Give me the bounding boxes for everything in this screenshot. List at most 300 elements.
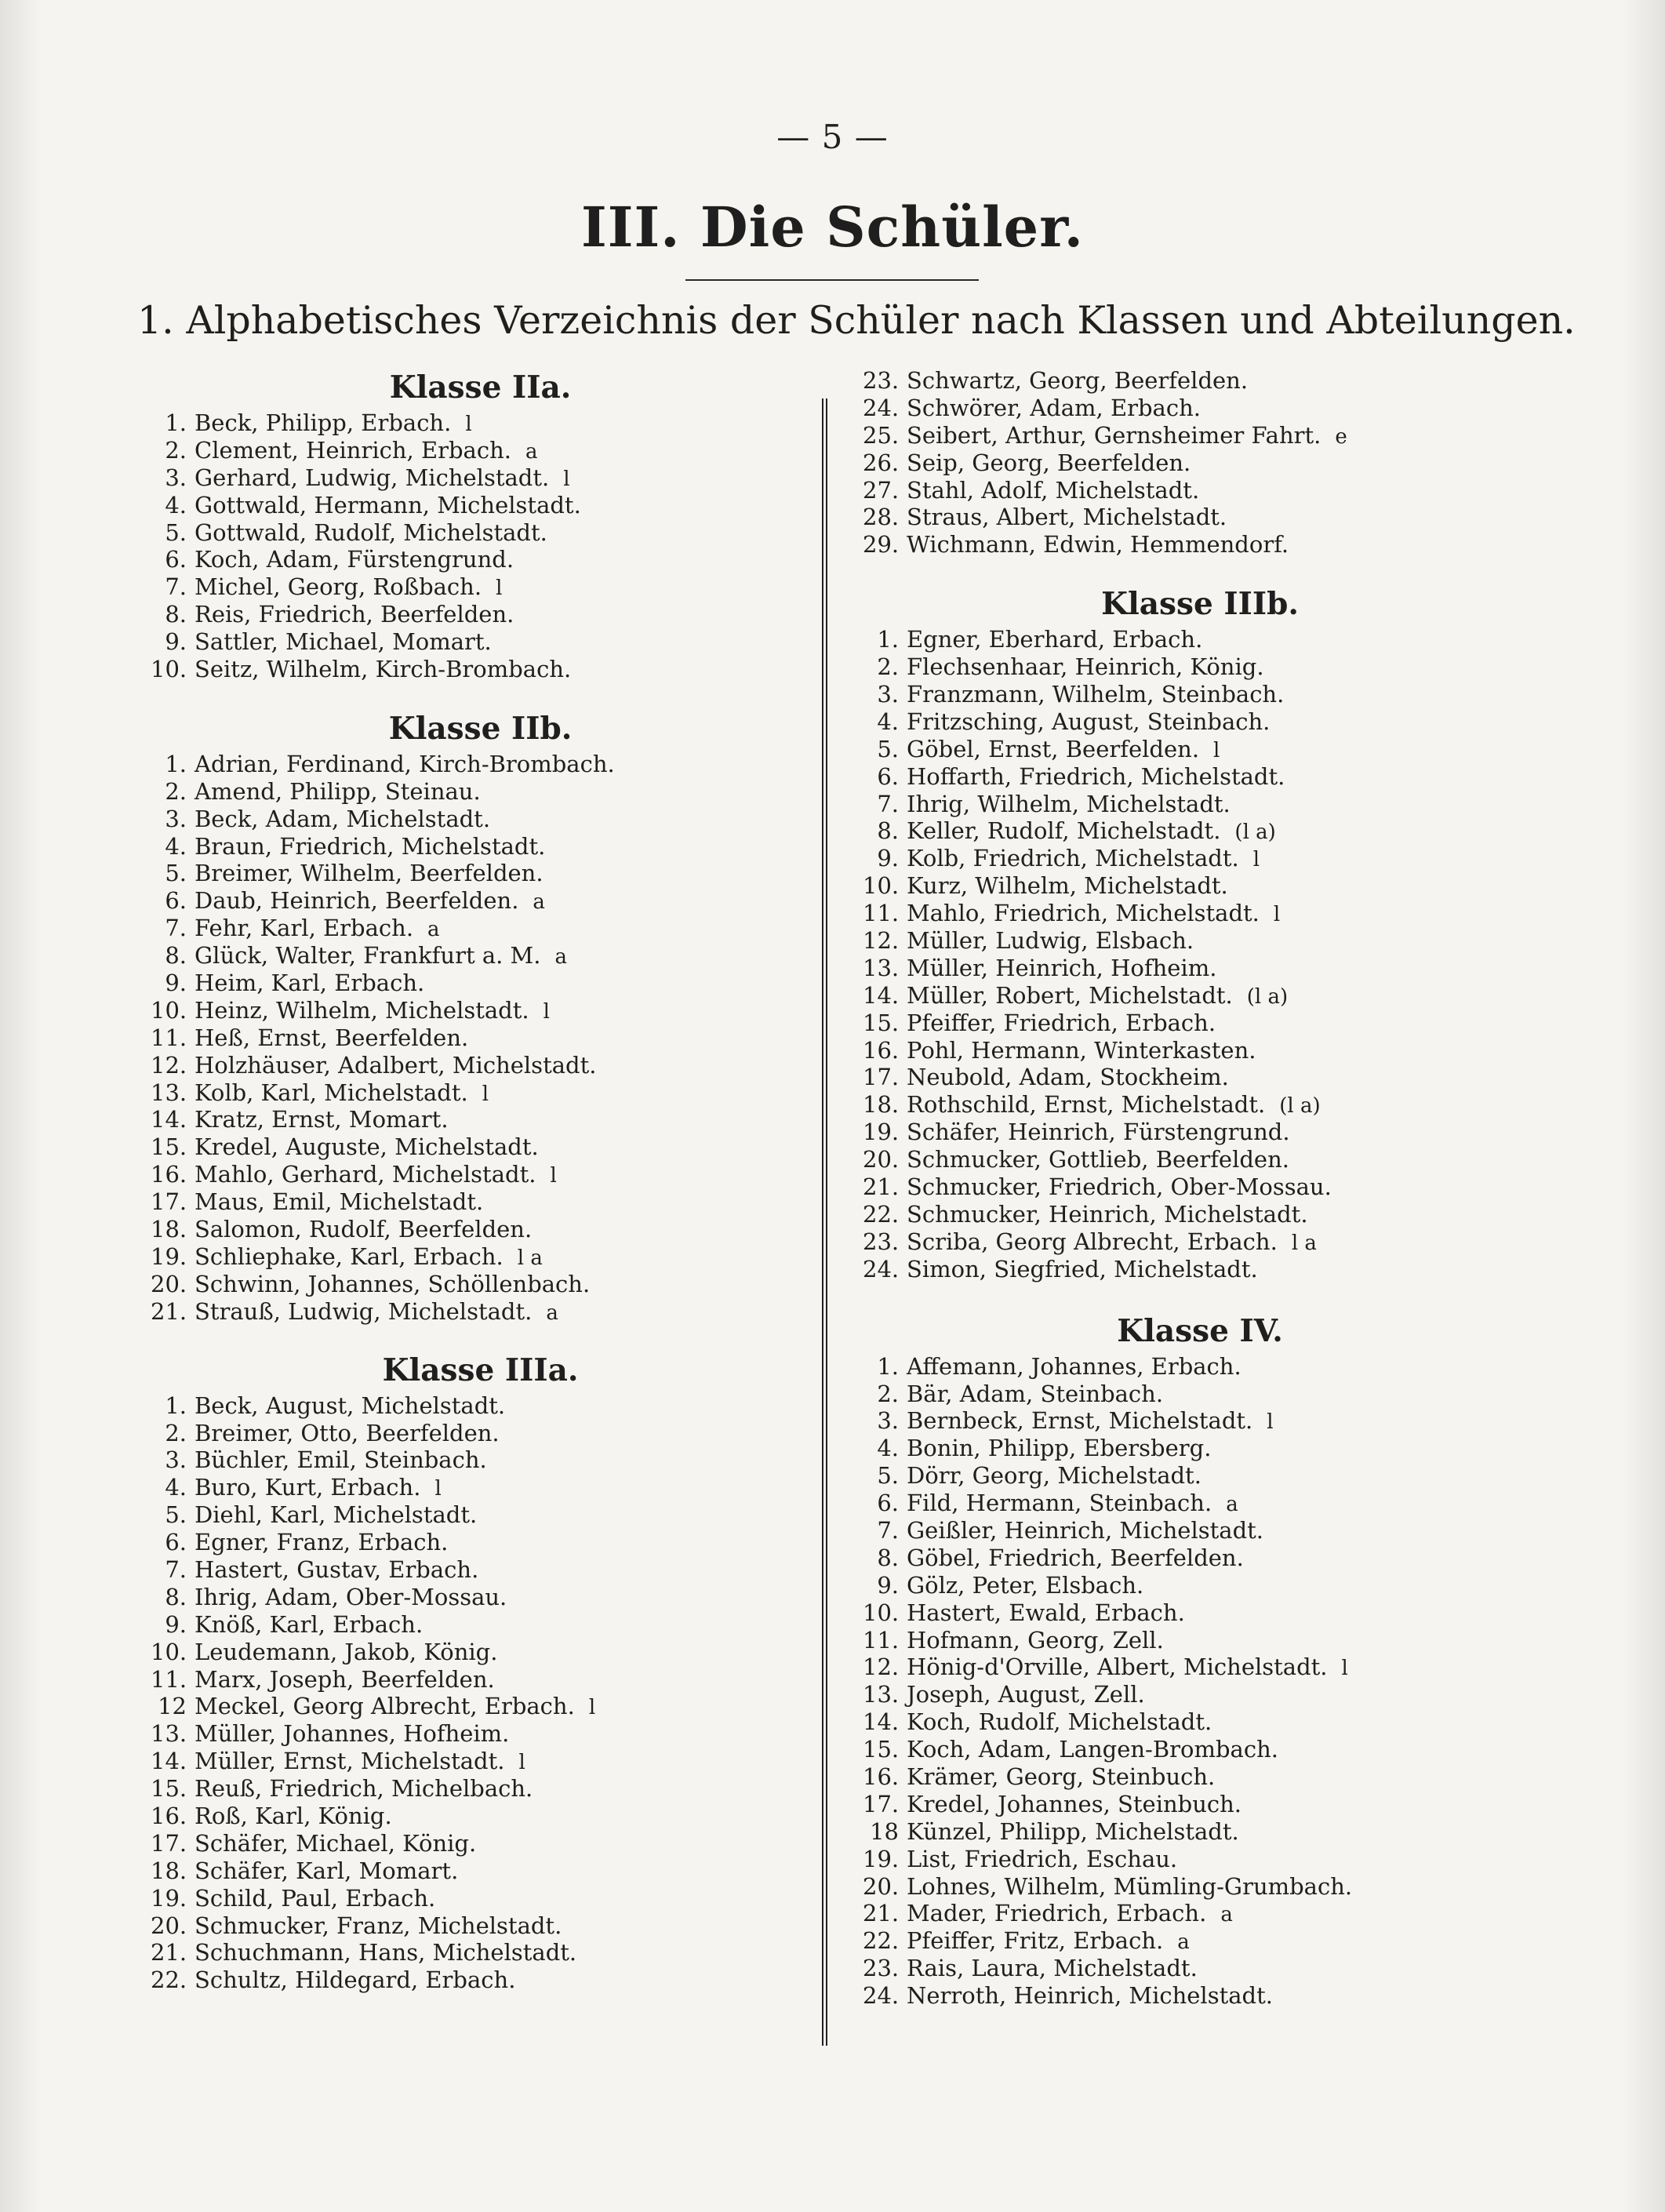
student-number: 8. bbox=[165, 942, 187, 970]
student-number: 5. bbox=[877, 735, 899, 762]
student-number: 11. bbox=[863, 900, 900, 927]
student-list bbox=[141, 751, 820, 1326]
student-row bbox=[863, 1627, 1537, 1654]
student-row bbox=[141, 1775, 820, 1803]
student-entry: Affemann, Johannes, Erbach. bbox=[907, 1352, 1241, 1380]
student-row bbox=[141, 573, 820, 601]
student-entry: Franzmann, Wilhelm, Steinbach. bbox=[907, 681, 1285, 708]
student-row bbox=[863, 449, 1537, 477]
student-number: 16. bbox=[151, 1161, 187, 1188]
student-entry: Schäfer, Michael, König. bbox=[194, 1829, 477, 1857]
student-entry: Rothschild, Ernst, Michelstadt. bbox=[907, 1091, 1266, 1119]
student-entry: Ihrig, Wilhelm, Michelstadt. bbox=[907, 790, 1231, 817]
student-row bbox=[863, 1146, 1537, 1173]
student-row bbox=[863, 1681, 1537, 1708]
student-mark: l bbox=[482, 1082, 489, 1106]
student-number: 21. bbox=[151, 1939, 187, 1966]
student-row bbox=[141, 519, 820, 547]
student-entry: Müller, Ernst, Michelstadt. bbox=[194, 1748, 505, 1775]
student-mark: l bbox=[465, 413, 472, 436]
student-row bbox=[863, 1900, 1537, 1927]
student-number: 3. bbox=[165, 464, 187, 491]
student-entry: Büchler, Emil, Steinbach. bbox=[194, 1446, 487, 1474]
student-entry: Hofmann, Georg, Zell. bbox=[907, 1626, 1164, 1654]
student-number: 1. bbox=[165, 1392, 187, 1419]
student-row bbox=[863, 1763, 1537, 1791]
student-row bbox=[863, 1037, 1537, 1064]
student-number: 8. bbox=[877, 1544, 899, 1571]
student-number: 3. bbox=[877, 1407, 899, 1435]
student-entry: Pfeiffer, Friedrich, Erbach. bbox=[907, 1009, 1216, 1036]
student-number: 13. bbox=[863, 1681, 900, 1708]
student-row bbox=[863, 1381, 1537, 1408]
student-row bbox=[141, 1216, 820, 1243]
student-row bbox=[863, 1982, 1537, 2010]
student-number: 6. bbox=[877, 762, 899, 790]
student-number: 3. bbox=[877, 681, 899, 708]
student-number: 5. bbox=[877, 1462, 899, 1490]
student-entry: Schild, Paul, Erbach. bbox=[194, 1884, 436, 1912]
student-mark: a bbox=[1226, 1493, 1238, 1517]
student-number: 13. bbox=[863, 954, 900, 981]
student-entry: Gerhard, Ludwig, Michelstadt. bbox=[194, 464, 550, 491]
student-entry: Straus, Albert, Michelstadt. bbox=[907, 504, 1227, 531]
class-block-iiia bbox=[141, 1350, 820, 1995]
student-number: 9. bbox=[877, 845, 899, 872]
student-mark: l bbox=[496, 577, 503, 601]
student-row bbox=[141, 1392, 820, 1420]
student-number: 10. bbox=[151, 656, 187, 683]
class-block-iv bbox=[863, 1311, 1537, 2010]
student-row bbox=[863, 900, 1537, 927]
student-entry: Joseph, August, Zell. bbox=[907, 1681, 1145, 1708]
student-number: 6. bbox=[877, 1490, 899, 1517]
student-mark: l bbox=[1252, 848, 1260, 872]
student-number: 10. bbox=[863, 872, 900, 900]
student-row bbox=[141, 1556, 820, 1584]
student-row bbox=[863, 845, 1537, 872]
student-mark: l bbox=[550, 1164, 557, 1188]
student-number: 12. bbox=[863, 927, 900, 955]
student-entry: Mahlo, Friedrich, Michelstadt. bbox=[907, 900, 1260, 927]
student-row bbox=[141, 1611, 820, 1639]
student-entry: Schuchmann, Hans, Michelstadt. bbox=[194, 1939, 577, 1966]
student-list bbox=[863, 367, 1537, 558]
student-number: 4. bbox=[877, 1435, 899, 1462]
student-number: 6. bbox=[165, 546, 187, 573]
student-entry: Maus, Emil, Michelstadt. bbox=[194, 1188, 484, 1216]
student-number: 26. bbox=[863, 449, 900, 476]
student-row bbox=[141, 833, 820, 860]
student-entry: Roß, Karl, König. bbox=[194, 1802, 392, 1829]
student-entry: Dörr, Georg, Michelstadt. bbox=[907, 1462, 1201, 1490]
student-number: 21. bbox=[863, 1900, 900, 1927]
student-entry: Braun, Friedrich, Michelstadt. bbox=[194, 832, 546, 860]
class-gap bbox=[141, 683, 820, 708]
student-entry: Scriba, Georg Albrecht, Erbach. bbox=[907, 1228, 1278, 1255]
student-row bbox=[141, 1420, 820, 1447]
student-row bbox=[863, 681, 1537, 708]
student-number: 1. bbox=[165, 750, 187, 777]
student-mark: a bbox=[554, 945, 567, 970]
student-number: 9. bbox=[165, 628, 187, 656]
student-entry: Beck, Philipp, Erbach. bbox=[194, 409, 452, 436]
student-row bbox=[863, 1201, 1537, 1228]
student-mark: l bbox=[1213, 738, 1220, 762]
student-row bbox=[141, 806, 820, 833]
student-number: 7. bbox=[877, 1516, 899, 1544]
student-row bbox=[141, 1857, 820, 1885]
student-entry: Fild, Hermann, Steinbach. bbox=[907, 1490, 1212, 1517]
student-number: 5. bbox=[165, 518, 187, 546]
student-row bbox=[863, 1228, 1537, 1256]
student-number: 14. bbox=[863, 1708, 900, 1736]
student-row bbox=[863, 1435, 1537, 1462]
student-number: 19. bbox=[151, 1242, 187, 1270]
student-number: 1. bbox=[165, 409, 187, 436]
class-block-iia bbox=[141, 367, 820, 683]
student-entry: Hönig-d'Orville, Albert, Michelstadt. bbox=[907, 1654, 1328, 1681]
student-row bbox=[863, 1119, 1537, 1146]
student-row bbox=[863, 1490, 1537, 1517]
student-list bbox=[141, 1392, 820, 1995]
student-row bbox=[141, 1912, 820, 1940]
student-row bbox=[863, 1736, 1537, 1763]
student-number: 4. bbox=[165, 1474, 187, 1501]
student-entry: Heinz, Wilhelm, Michelstadt. bbox=[194, 996, 529, 1024]
student-row bbox=[863, 477, 1537, 504]
student-mark: l bbox=[1273, 903, 1281, 927]
student-mark: (l a) bbox=[1279, 1094, 1321, 1119]
student-entry: Kredel, Auguste, Michelstadt. bbox=[194, 1133, 539, 1161]
student-row bbox=[141, 1161, 820, 1188]
student-number: 22. bbox=[863, 1927, 900, 1955]
student-number: 3. bbox=[165, 805, 187, 832]
student-entry: Michel, Georg, Roßbach. bbox=[194, 573, 482, 601]
student-entry: Daub, Heinrich, Beerfelden. bbox=[194, 887, 519, 915]
student-number: 23. bbox=[863, 1955, 900, 1982]
student-row bbox=[863, 367, 1537, 395]
student-entry: Kolb, Friedrich, Michelstadt. bbox=[907, 845, 1239, 872]
student-entry: Schmucker, Heinrich, Michelstadt. bbox=[907, 1200, 1308, 1228]
student-entry: Lohnes, Wilhelm, Mümling-Grumbach. bbox=[907, 1872, 1353, 1900]
student-number: 17. bbox=[151, 1188, 187, 1216]
student-row bbox=[141, 601, 820, 628]
student-entry: Koch, Adam, Fürstengrund. bbox=[194, 546, 514, 573]
student-entry: Bär, Adam, Steinbach. bbox=[907, 1380, 1164, 1407]
student-number: 23. bbox=[863, 1228, 900, 1255]
student-row bbox=[141, 1106, 820, 1133]
student-number: 10. bbox=[863, 1599, 900, 1626]
student-entry: Breimer, Otto, Beerfelden. bbox=[194, 1419, 500, 1446]
student-mark: a bbox=[1177, 1930, 1190, 1955]
student-row bbox=[141, 1693, 820, 1720]
student-row bbox=[141, 437, 820, 464]
student-mark: l a bbox=[517, 1246, 543, 1270]
student-number: 16. bbox=[863, 1763, 900, 1790]
student-number: 12. bbox=[863, 1654, 900, 1681]
student-row bbox=[141, 1966, 820, 1994]
student-number: 2. bbox=[165, 1419, 187, 1446]
student-mark: a bbox=[427, 918, 440, 942]
student-number: 4. bbox=[165, 832, 187, 860]
student-number: 2. bbox=[165, 777, 187, 805]
student-number: 1. bbox=[877, 626, 899, 653]
column-divider bbox=[822, 398, 827, 2046]
student-number: 4. bbox=[877, 708, 899, 735]
student-entry: Geißler, Heinrich, Michelstadt. bbox=[907, 1516, 1264, 1544]
student-row bbox=[863, 395, 1537, 422]
student-number: 10. bbox=[151, 996, 187, 1024]
student-entry: Nerroth, Heinrich, Michelstadt. bbox=[907, 1982, 1273, 2010]
student-entry: Knöß, Karl, Erbach. bbox=[194, 1610, 424, 1638]
student-entry: Egner, Franz, Erbach. bbox=[194, 1529, 449, 1556]
student-row bbox=[141, 492, 820, 519]
student-entry: Schmucker, Gottlieb, Beerfelden. bbox=[907, 1146, 1289, 1173]
left-column bbox=[141, 367, 820, 1994]
student-number: 15. bbox=[151, 1775, 187, 1803]
student-row bbox=[141, 1024, 820, 1052]
student-row bbox=[863, 1955, 1537, 1982]
student-row bbox=[863, 653, 1537, 681]
student-row bbox=[863, 982, 1537, 1010]
student-number: 20. bbox=[863, 1872, 900, 1900]
student-number: 21. bbox=[863, 1173, 900, 1201]
student-entry: Bernbeck, Ernst, Michelstadt. bbox=[907, 1407, 1253, 1435]
student-list bbox=[863, 626, 1537, 1282]
student-mark: l bbox=[588, 1696, 596, 1720]
student-number: 24. bbox=[863, 1982, 900, 2010]
student-number: 16. bbox=[863, 1036, 900, 1064]
student-entry: Seip, Georg, Beerfelden. bbox=[907, 449, 1191, 476]
student-entry: Keller, Rudolf, Michelstadt. bbox=[907, 817, 1221, 845]
student-entry: Schultz, Hildegard, Erbach. bbox=[194, 1966, 516, 1994]
student-number: 27. bbox=[863, 476, 900, 504]
student-number: 22. bbox=[151, 1966, 187, 1994]
student-number: 24. bbox=[863, 1255, 900, 1282]
student-row bbox=[863, 531, 1537, 558]
student-number: 9. bbox=[165, 970, 187, 997]
student-entry: Fritzsching, August, Steinbach. bbox=[907, 708, 1271, 735]
student-entry: Holzhäuser, Adalbert, Michelstadt. bbox=[194, 1051, 597, 1079]
student-mark: a bbox=[533, 890, 545, 915]
class-heading: Klasse IIa. bbox=[389, 369, 572, 406]
student-row bbox=[141, 860, 820, 887]
student-row bbox=[141, 546, 820, 573]
student-entry: Meckel, Georg Albrecht, Erbach. bbox=[194, 1693, 575, 1720]
student-entry: Gölz, Peter, Elsbach. bbox=[907, 1571, 1144, 1599]
part-title: III. Die Schüler. bbox=[580, 195, 1085, 260]
student-row bbox=[141, 1133, 820, 1161]
student-row bbox=[863, 1572, 1537, 1599]
student-entry: Egner, Eberhard, Erbach. bbox=[907, 626, 1203, 653]
student-entry: Krämer, Georg, Steinbuch. bbox=[907, 1763, 1216, 1790]
student-row bbox=[141, 1639, 820, 1666]
student-row bbox=[141, 1748, 820, 1775]
student-number: 18. bbox=[151, 1216, 187, 1243]
student-entry: Müller, Johannes, Hofheim. bbox=[194, 1720, 510, 1748]
student-number: 18. bbox=[863, 1091, 900, 1119]
student-entry: Ihrig, Adam, Ober-Mossau. bbox=[194, 1583, 507, 1610]
student-entry: Schmucker, Franz, Michelstadt. bbox=[194, 1912, 562, 1939]
student-number: 15. bbox=[151, 1133, 187, 1161]
student-row bbox=[141, 915, 820, 942]
student-row bbox=[863, 1873, 1537, 1901]
student-entry: Schwartz, Georg, Beerfelden. bbox=[907, 367, 1249, 394]
student-mark: a bbox=[1220, 1903, 1233, 1927]
class-block-iiia-continued bbox=[863, 367, 1537, 558]
student-row bbox=[141, 1666, 820, 1694]
student-entry: Sattler, Michael, Momart. bbox=[194, 628, 492, 656]
student-number: 14. bbox=[863, 981, 900, 1009]
student-row bbox=[863, 927, 1537, 955]
student-number: 18. bbox=[151, 1857, 187, 1884]
student-entry: Beck, August, Michelstadt. bbox=[194, 1392, 506, 1419]
student-entry: Müller, Ludwig, Elsbach. bbox=[907, 927, 1194, 955]
student-row bbox=[141, 1584, 820, 1611]
student-number: 2. bbox=[877, 1380, 899, 1407]
student-entry: Koch, Rudolf, Michelstadt. bbox=[907, 1708, 1212, 1736]
student-number: 13. bbox=[151, 1720, 187, 1748]
student-row bbox=[141, 1501, 820, 1529]
student-row bbox=[141, 1271, 820, 1298]
student-entry: Göbel, Ernst, Beerfelden. bbox=[907, 735, 1200, 762]
class-gap bbox=[141, 1326, 820, 1350]
student-entry: Kratz, Ernst, Momart. bbox=[194, 1106, 449, 1133]
student-number: 8. bbox=[877, 817, 899, 845]
student-entry: Künzel, Philipp, Michelstadt. bbox=[907, 1817, 1239, 1845]
student-number: 3. bbox=[165, 1446, 187, 1474]
student-entry: Diehl, Karl, Michelstadt. bbox=[194, 1501, 478, 1529]
student-entry: Gottwald, Rudolf, Michelstadt. bbox=[194, 518, 547, 546]
student-row bbox=[141, 1474, 820, 1501]
student-entry: Leudemann, Jakob, König. bbox=[194, 1638, 498, 1665]
student-number: 20. bbox=[863, 1146, 900, 1173]
student-number: 20. bbox=[151, 1912, 187, 1939]
student-row bbox=[863, 1010, 1537, 1037]
student-row bbox=[141, 1052, 820, 1079]
student-mark: a bbox=[546, 1301, 558, 1325]
student-row bbox=[863, 1791, 1537, 1818]
student-row bbox=[141, 1188, 820, 1216]
student-number: 21. bbox=[151, 1297, 187, 1325]
student-row bbox=[863, 1818, 1537, 1846]
student-number: 5. bbox=[165, 860, 187, 887]
student-number: 12 bbox=[158, 1693, 187, 1720]
student-entry: Kurz, Wilhelm, Michelstadt. bbox=[907, 872, 1228, 900]
student-entry: Stahl, Adolf, Michelstadt. bbox=[907, 476, 1200, 504]
student-entry: Reis, Friedrich, Beerfelden. bbox=[194, 601, 514, 628]
student-row bbox=[141, 1298, 820, 1326]
student-mark: l bbox=[543, 999, 550, 1024]
class-block-iiib bbox=[863, 584, 1537, 1282]
student-entry: Beck, Adam, Michelstadt. bbox=[194, 805, 491, 832]
student-number: 25. bbox=[863, 421, 900, 449]
student-row bbox=[141, 997, 820, 1024]
student-entry: Bonin, Philipp, Ebersberg. bbox=[907, 1435, 1212, 1462]
student-number: 11. bbox=[151, 1024, 187, 1051]
student-entry: Seibert, Arthur, Gernsheimer Fahrt. bbox=[907, 421, 1321, 449]
student-row bbox=[863, 872, 1537, 900]
student-number: 19. bbox=[151, 1884, 187, 1912]
student-number: 12. bbox=[151, 1051, 187, 1079]
student-number: 7. bbox=[165, 573, 187, 601]
student-entry: Hastert, Ewald, Erbach. bbox=[907, 1599, 1185, 1626]
student-row bbox=[863, 626, 1537, 653]
student-entry: Schäfer, Heinrich, Fürstengrund. bbox=[907, 1119, 1290, 1146]
student-number: 11. bbox=[151, 1665, 187, 1693]
student-entry: Strauß, Ludwig, Michelstadt. bbox=[194, 1297, 533, 1325]
student-row bbox=[141, 1803, 820, 1830]
student-entry: Schmucker, Friedrich, Ober-Mossau. bbox=[907, 1173, 1332, 1201]
student-entry: Kredel, Johannes, Steinbuch. bbox=[907, 1790, 1242, 1817]
student-row bbox=[141, 1243, 820, 1271]
student-row bbox=[141, 942, 820, 970]
class-heading: Klasse IIb. bbox=[388, 710, 573, 747]
student-number: 9. bbox=[165, 1610, 187, 1638]
student-row bbox=[141, 409, 820, 437]
student-number: 8. bbox=[165, 601, 187, 628]
student-number: 8. bbox=[165, 1583, 187, 1610]
student-number: 17. bbox=[151, 1829, 187, 1857]
student-row bbox=[863, 1846, 1537, 1873]
student-number: 22. bbox=[863, 1200, 900, 1228]
class-heading: Klasse IIIb. bbox=[1101, 586, 1299, 623]
student-entry: Gottwald, Hermann, Michelstadt. bbox=[194, 491, 581, 518]
student-row bbox=[863, 422, 1537, 449]
student-mark: l bbox=[434, 1477, 442, 1501]
student-entry: Salomon, Rudolf, Beerfelden. bbox=[194, 1216, 533, 1243]
student-row bbox=[863, 1091, 1537, 1119]
student-entry: Glück, Walter, Frankfurt a. M. bbox=[194, 942, 541, 970]
student-entry: Clement, Heinrich, Erbach. bbox=[194, 436, 511, 464]
student-row bbox=[141, 1885, 820, 1912]
student-number: 6. bbox=[165, 887, 187, 915]
student-number: 4. bbox=[165, 491, 187, 518]
student-number: 2. bbox=[165, 436, 187, 464]
student-mark: (l a) bbox=[1246, 984, 1289, 1009]
student-entry: List, Friedrich, Eschau. bbox=[907, 1845, 1178, 1872]
student-list bbox=[863, 1353, 1537, 2010]
student-mark: l bbox=[1267, 1410, 1274, 1435]
student-number: 29. bbox=[863, 531, 900, 558]
student-list bbox=[141, 409, 820, 683]
student-number: 13. bbox=[151, 1079, 187, 1106]
student-mark: (l a) bbox=[1234, 820, 1276, 845]
student-row bbox=[141, 1939, 820, 1966]
student-number: 17. bbox=[863, 1064, 900, 1091]
student-mark: l bbox=[518, 1751, 525, 1775]
student-entry: Müller, Heinrich, Hofheim. bbox=[907, 954, 1217, 981]
student-entry: Flechsenhaar, Heinrich, König. bbox=[907, 653, 1264, 681]
student-row bbox=[141, 970, 820, 997]
student-number: 6. bbox=[165, 1529, 187, 1556]
student-entry: Simon, Siegfried, Michelstadt. bbox=[907, 1255, 1258, 1282]
student-mark: l bbox=[1341, 1657, 1348, 1681]
student-entry: Koch, Adam, Langen-Brombach. bbox=[907, 1736, 1278, 1763]
student-row bbox=[141, 464, 820, 492]
right-column bbox=[863, 367, 1537, 2010]
student-entry: Heß, Ernst, Beerfelden. bbox=[194, 1024, 469, 1051]
student-number: 2. bbox=[877, 653, 899, 681]
student-row bbox=[863, 1654, 1537, 1681]
student-row bbox=[863, 736, 1537, 763]
student-number: 11. bbox=[863, 1626, 900, 1654]
student-entry: Pohl, Hermann, Winterkasten. bbox=[907, 1036, 1256, 1064]
student-row bbox=[863, 1256, 1537, 1283]
class-block-iib bbox=[141, 708, 820, 1326]
student-entry: Schwörer, Adam, Erbach. bbox=[907, 394, 1201, 421]
